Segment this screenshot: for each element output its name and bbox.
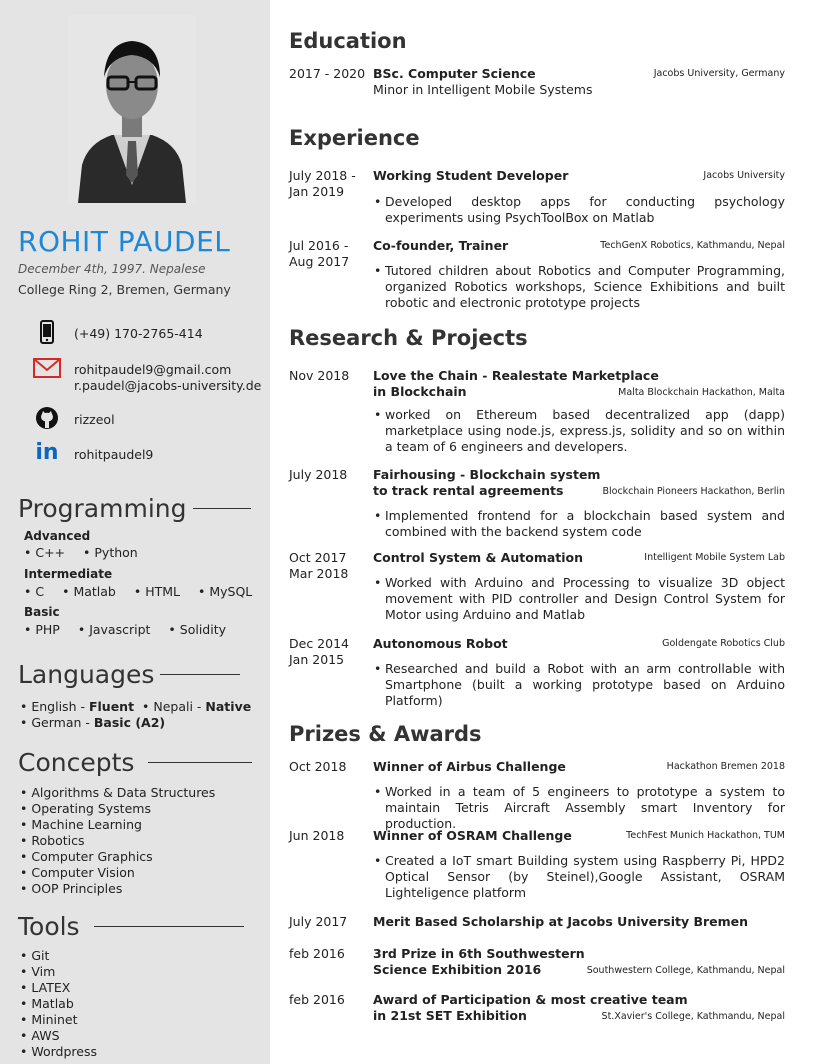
intermediate-skills: • C • Matlab • HTML • MySQL (24, 584, 253, 599)
list-item: • Machine Learning (20, 817, 142, 832)
entry-bullet: • Created a IoT smart Building system using Raspberry Pi, HPD2 Optical Sensor (by Steinel),Google Assistant, OSRAM Lighteligence platform (374, 853, 785, 900)
entry-title: Working Student Developer (373, 168, 569, 183)
entry-date: feb 2016 (289, 992, 345, 1007)
entry-title: Winner of Airbus Challenge (373, 759, 566, 774)
list-item: • Computer Vision (20, 865, 135, 880)
entry-date: July 2018 (289, 467, 348, 482)
experience-heading: Experience (289, 126, 420, 150)
prizes-heading: Prizes & Awards (289, 722, 482, 746)
entry-title: Award of Participation & most creative team in 21st SET Exhibition (373, 992, 688, 1023)
entry-org: Jacobs University, Germany (653, 68, 785, 79)
advanced-label: Advanced (24, 529, 91, 543)
entry-title: 3rd Prize in 6th Southwestern Science Exhibition 2016 (373, 946, 585, 977)
heading-rule (193, 508, 251, 509)
phone-number[interactable]: (+49) 170-2765-414 (74, 326, 203, 341)
languages-list: • English - Fluent • Nepali - Native • German - Basic (A2) (20, 699, 252, 730)
entry-date: feb 2016 (289, 946, 345, 961)
entry-org: TechFest Munich Hackathon, TUM (626, 830, 785, 841)
entry-org: St.Xavier's College, Kathmandu, Nepal (601, 1011, 785, 1022)
heading-rule (160, 674, 240, 675)
entry-date: Jun 2018 (289, 828, 345, 843)
entry-minor: Minor in Intelligent Mobile Systems (373, 82, 593, 97)
list-item: • Wordpress (20, 1044, 98, 1059)
github-username[interactable]: rizzeol (74, 412, 115, 427)
entry-bullet: • Worked with Arduino and Processing to visualize 3D object movement with PID controller and Design Control System for Motor using Arduino and Matlab (374, 575, 785, 622)
list-item: • Vim (20, 964, 56, 979)
entry-title: BSc. Computer Science (373, 66, 536, 81)
entry-org: Goldengate Robotics Club (662, 638, 785, 649)
address: College Ring 2, Bremen, Germany (18, 282, 231, 297)
advanced-skills: • C++ • Python (24, 545, 138, 560)
entry-date: Dec 2014 Jan 2015 (289, 636, 349, 667)
intermediate-label: Intermediate (24, 567, 113, 581)
entry-date: Oct 2017 Mar 2018 (289, 550, 349, 581)
entry-org: Malta Blockchain Hackathon, Malta (618, 387, 785, 398)
full-name: ROHIT PAUDEL (18, 225, 231, 258)
basic-skills: • PHP • Javascript • Solidity (24, 622, 227, 637)
entry-title: Autonomous Robot (373, 636, 508, 651)
tools-heading: Tools (18, 912, 244, 941)
entry-org: Blockchain Pioneers Hackathon, Berlin (602, 486, 785, 497)
entry-bullet: • Developed desktop apps for conducting psychology experiments using PsychToolBox on Matlab (374, 194, 785, 225)
entry-bullet: • worked on Ethereum based decentralized app (dapp) marketplace using node.js, express.js, solidity and so on within a team of 6 engineers and developers. (374, 407, 785, 454)
tools-list (20, 948, 97, 1060)
programming-heading: Programming (18, 494, 251, 523)
list-item: • Matlab (20, 996, 74, 1011)
contact-github (32, 406, 115, 430)
list-item: • Git (20, 948, 50, 963)
entry-date: July 2017 (289, 914, 348, 929)
list-item: • Robotics (20, 833, 85, 848)
entry-bullet: • Implemented frontend for a blockchain based system and combined with the backend system code (374, 508, 785, 539)
list-item: • Operating Systems (20, 801, 151, 816)
entry-date: July 2018 - Jan 2019 (289, 168, 356, 199)
heading-rule (94, 926, 244, 927)
contact-linkedin (32, 442, 153, 464)
entry-date: Jul 2016 - Aug 2017 (289, 238, 350, 269)
entry-bullet: • Tutored children about Robotics and Computer Programming, organized Robotics workshops, Science Exhibitions and built robotic and electronic prototype projects (374, 263, 785, 310)
phone-icon (32, 320, 62, 344)
profile-photo (68, 15, 196, 203)
entry-date: 2017 - 2020 (289, 66, 366, 81)
entry-bullet: • Worked in a team of 5 engineers to prototype a system to maintain Tetris Aircraft Assembly smart Inventory for production. (374, 784, 785, 831)
email-icon (32, 358, 62, 378)
languages-heading: Languages (18, 660, 240, 689)
linkedin-icon: in (35, 440, 59, 465)
entry-org: Intelligent Mobile System Lab (644, 552, 785, 563)
contact-email (32, 358, 261, 394)
entry-title: Love the Chain - Realestate Marketplace in Blockchain (373, 368, 659, 399)
heading-rule (148, 762, 252, 763)
github-icon (32, 406, 62, 430)
entry-date: Oct 2018 (289, 759, 347, 774)
entry-org: Southwestern College, Kathmandu, Nepal (586, 965, 785, 976)
email-secondary[interactable]: r.paudel@jacobs-university.de (74, 378, 262, 393)
entry-title: Merit Based Scholarship at Jacobs University Bremen (373, 914, 749, 929)
entry-title: Winner of OSRAM Challenge (373, 828, 572, 843)
list-item: • LATEX (20, 980, 71, 995)
list-item: • Mininet (20, 1012, 78, 1027)
entry-bullet: • Researched and build a Robot with an arm controllable with Smartphone (built a working prototype based on Arduino Platform) (374, 661, 785, 708)
entry-title: Fairhousing - Blockchain system to track rental agreements (373, 467, 601, 498)
contact-phone (32, 320, 203, 344)
email-primary[interactable]: rohitpaudel9@gmail.com (74, 362, 232, 377)
entry-title: Control System & Automation (373, 550, 584, 565)
birth-info: December 4th, 1997. Nepalese (18, 262, 206, 276)
list-item: • OOP Principles (20, 881, 123, 896)
entry-title: Co-founder, Trainer (373, 238, 509, 253)
entry-date: Nov 2018 (289, 368, 350, 383)
research-heading: Research & Projects (289, 326, 528, 350)
education-heading: Education (289, 29, 407, 53)
entry-org: Jacobs University (703, 170, 785, 181)
linkedin-username[interactable]: rohitpaudel9 (74, 447, 154, 462)
sidebar (0, 0, 270, 1064)
entry-org: TechGenX Robotics, Kathmandu, Nepal (600, 240, 785, 251)
concepts-list (20, 785, 215, 897)
list-item: • Computer Graphics (20, 849, 153, 864)
list-item: • AWS (20, 1028, 60, 1043)
concepts-heading: Concepts (18, 748, 252, 777)
entry-org: Hackathon Bremen 2018 (666, 761, 785, 772)
basic-label: Basic (24, 605, 60, 619)
list-item: • Algorithms & Data Structures (20, 785, 216, 800)
